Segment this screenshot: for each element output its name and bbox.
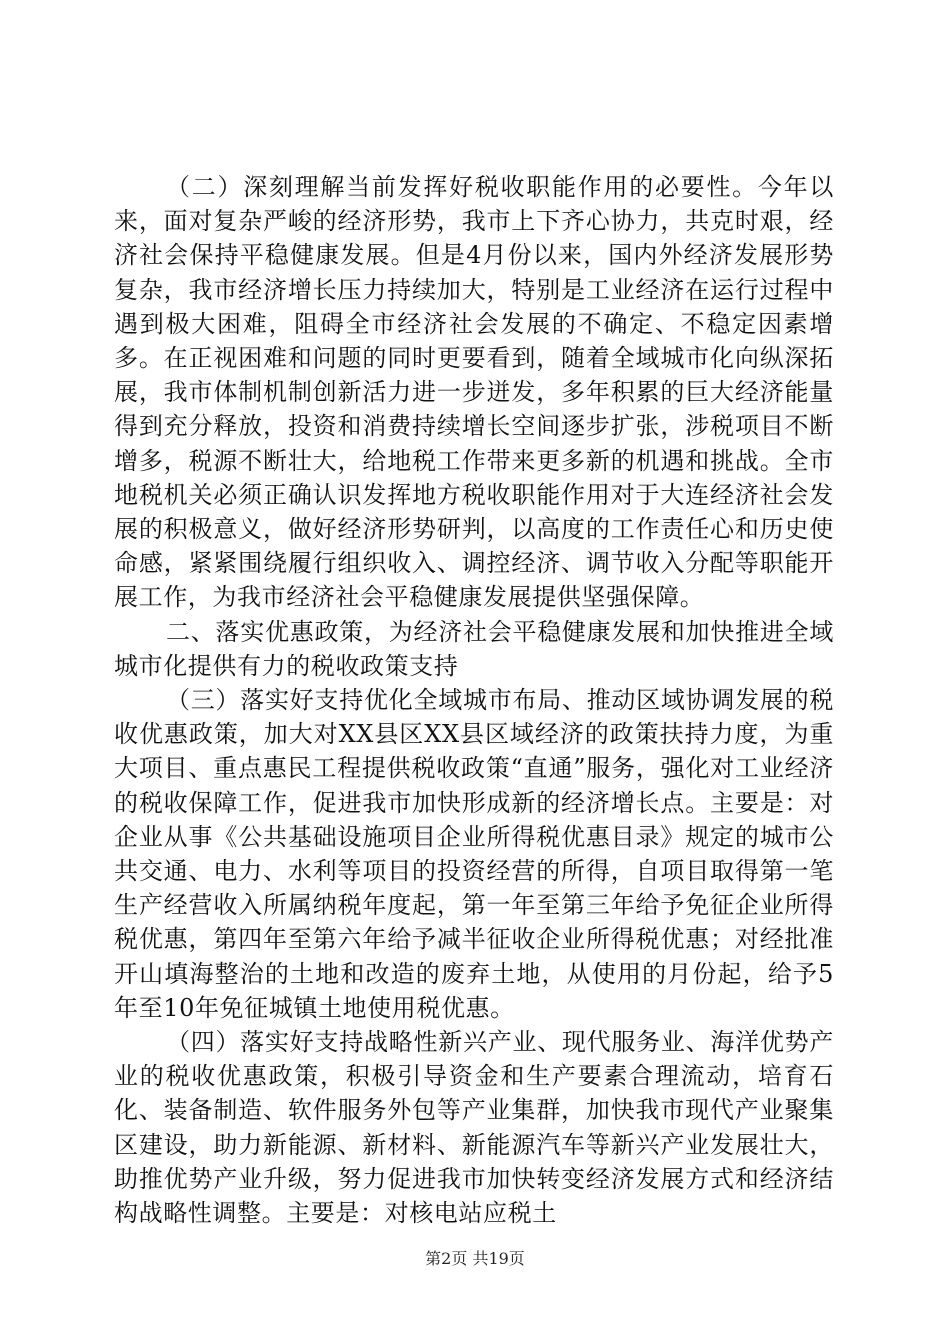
paragraph-section-2-necessity: （二）深刻理解当前发挥好税收职能作用的必要性。今年以来，面对复杂严峻的经济形势，我市上下齐心协力，共克时艰，经济社会保持平稳健康发展。但是4月份以来，国内外经济发展形势复杂，我市经济增长压力持续加大，特别是工业经济在运行过程中遇到极大困难，阻碍全市经济社会发展的不确定、不稳定因素增多。在正视困难和问题的同时更要看到，随着全域城市化向纵深拓展，我市体制机制创新活力进一步迸发，多年积累的巨大经济能量得到充分释放，投资和消费持续增长空间逐步扩张，涉税项目不断增多，税源不断壮大，给地税工作带来更多新的机遇和挑战。全市地税机关必须正确认识发挥地方税收职能作用对于大连经济社会发展的积极意义，做好经济形势研判，以高度的工作责任心和历史使命感，紧紧围绕履行组织收入、调控经济、调节收入分配等职能开展工作，为我市经济社会平稳健康发展提供坚强保障。	[114, 173, 834, 612]
paragraph-section-3-regional: （三）落实好支持优化全域城市布局、推动区域协调发展的税收优惠政策，加大对XX县区XX县区域经济的政策扶持力度，为重大项目、重点惠民工程提供税收政策“直通”服务，强化对工业经济的税收保障工作，促进我市加快形成新的经济增长点。主要是：对企业从事《公共基础设施项目企业所得税优惠目录》规定的城市公共交通、电力、水利等项目的投资经营的所得，自项目取得第一笔生产经营收入所属纳税年度起，第一年至第三年给予免征企业所得税优惠，第四年至第六年给予减半征收企业所得税优惠；对经批准开山填海整治的土地和改造的废弃土地，从使用的月份起，给予5年至10年免征城镇土地使用税优惠。	[114, 686, 834, 1022]
document-body	[114, 170, 834, 1230]
paragraph-heading-policy-support: 二、落实优惠政策，为经济社会平稳健康发展和加快推进全域城市化提供有力的税收政策支持	[114, 617, 834, 680]
paragraph-section-4-industries: （四）落实好支持战略性新兴产业、现代服务业、海洋优势产业的税收优惠政策，积极引导资金和生产要素合理流动，培育石化、装备制造、软件服务外包等产业集群，加快我市现代产业聚集区建设，助力新能源、新材料、新能源汽车等新兴产业发展壮大，助推优势产业升级，努力促进我市加快转变经济发展方式和经济结构战略性调整。主要是：对核电站应税土	[114, 1028, 834, 1228]
page-number-footer: 第2页 共19页	[425, 1249, 525, 1268]
